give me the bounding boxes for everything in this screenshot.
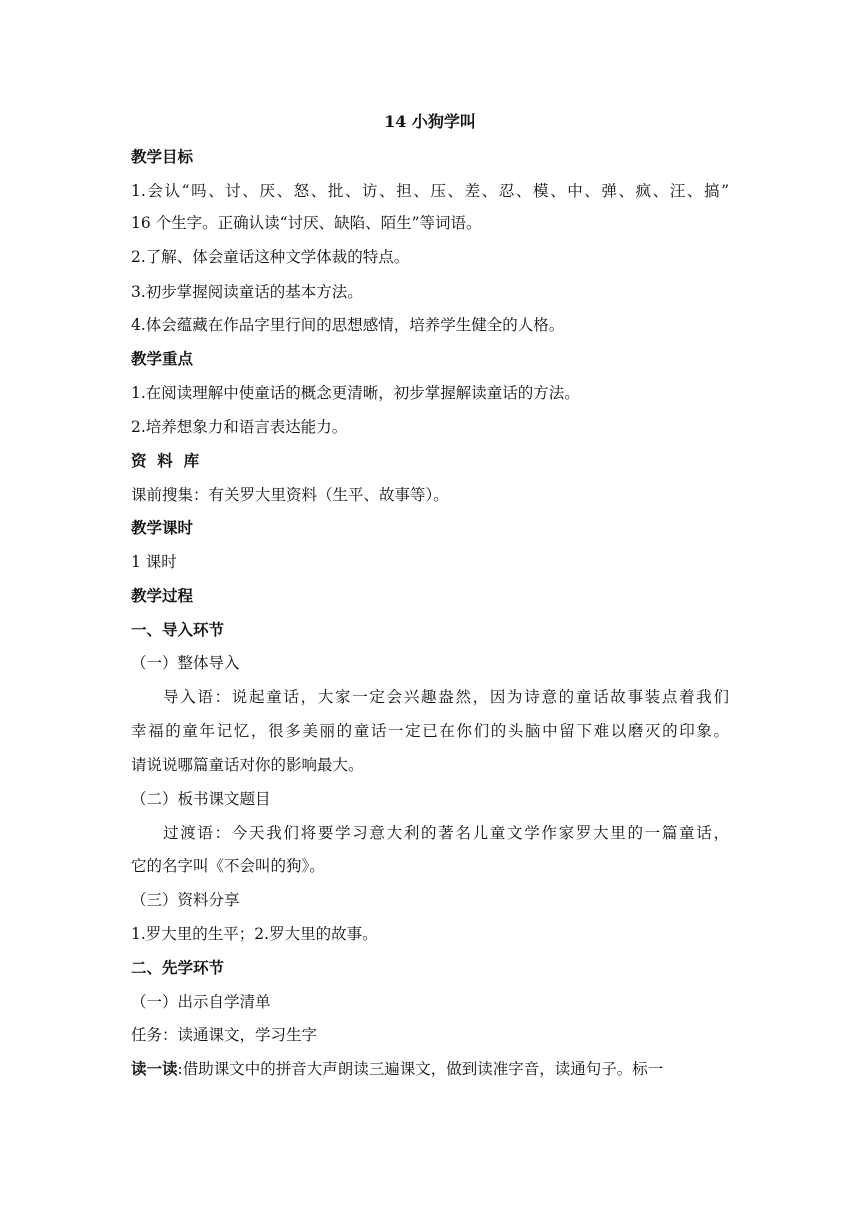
part-2-heading: 二、先学环节 (131, 958, 225, 977)
goal-4: 4.体会蕴藏在作品字里行间的思想感情，培养学生健全的人格。 (131, 316, 565, 334)
hours-heading: 教学课时 (131, 518, 194, 537)
process-heading: 教学过程 (131, 586, 194, 605)
read-line (131, 1058, 663, 1080)
read-label: 读一读 (131, 1059, 178, 1078)
goal-1-line-1: 1.会认“吗、讨、厌、怒、批、访、担、压、差、忍、模、中、弹、疯、汪、搞” (131, 182, 729, 200)
read-text: :借助课文中的拼音大声朗读三遍课文，做到读准字音，读通句子。标一 (177, 1060, 664, 1078)
transition-line-1: 过渡语：今天我们将要学习意大利的著名儿童文学作家罗大里的一篇童话， (163, 824, 729, 842)
share-text: 1.罗大里的生平；2.罗大里的故事。 (131, 925, 378, 943)
hours-text: 1 课时 (131, 553, 177, 571)
page-title: 14 小狗学叫 (384, 112, 476, 131)
intro-line-1: 导入语：说起童话，大家一定会兴趣盎然，因为诗意的童话故事装点着我们 (163, 688, 729, 706)
part-2-subheading-1: （一）出示自学清单 (131, 993, 271, 1011)
intro-line-2: 幸福的童年记忆，很多美丽的童话一定已在你们的头脑中留下难以磨灭的印象。 (131, 722, 729, 740)
key-point-1: 1.在阅读理解中使童话的概念更清晰，初步掌握解读童话的方法。 (131, 384, 580, 402)
part-1-heading: 一、导入环节 (131, 620, 225, 639)
goal-3: 3.初步掌握阅读童话的基本方法。 (131, 283, 363, 301)
goals-heading: 教学目标 (131, 147, 194, 166)
goal-1-line-2: 16 个生字。正确认读“讨厌、缺陷、陌生”等词语。 (131, 214, 482, 232)
task-text: 任务：读通课文，学习生字 (131, 1026, 318, 1044)
key-points-heading: 教学重点 (131, 349, 194, 368)
part-1-subheading-1: （一）整体导入 (131, 654, 240, 672)
part-1-subheading-3: （三）资料分享 (131, 891, 240, 909)
goal-2: 2.了解、体会童话这种文学体裁的特点。 (131, 248, 410, 266)
intro-line-3: 请说说哪篇童话对你的影响最大。 (131, 756, 364, 774)
part-1-subheading-2: （二）板书课文题目 (131, 790, 271, 808)
library-text: 课前搜集：有关罗大里资料（生平、故事等）。 (131, 486, 449, 504)
transition-line-2: 它的名字叫《不会叫的狗》。 (131, 857, 325, 875)
library-heading: 资 料 库 (131, 451, 200, 470)
key-point-2: 2.培养想象力和语言表达能力。 (131, 418, 348, 436)
